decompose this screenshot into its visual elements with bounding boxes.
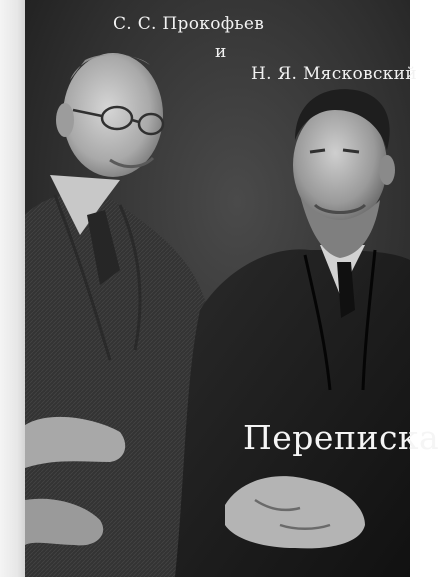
book-spine [0, 0, 25, 577]
cover-photograph [25, 0, 439, 577]
author-conjunction: и [215, 42, 227, 62]
book-title: Переписка [243, 418, 439, 457]
author-name-1: С. С. Прокофьев [113, 14, 265, 34]
author-name-2: Н. Я. Мясковский [251, 64, 417, 84]
photo-illustration [25, 0, 410, 577]
